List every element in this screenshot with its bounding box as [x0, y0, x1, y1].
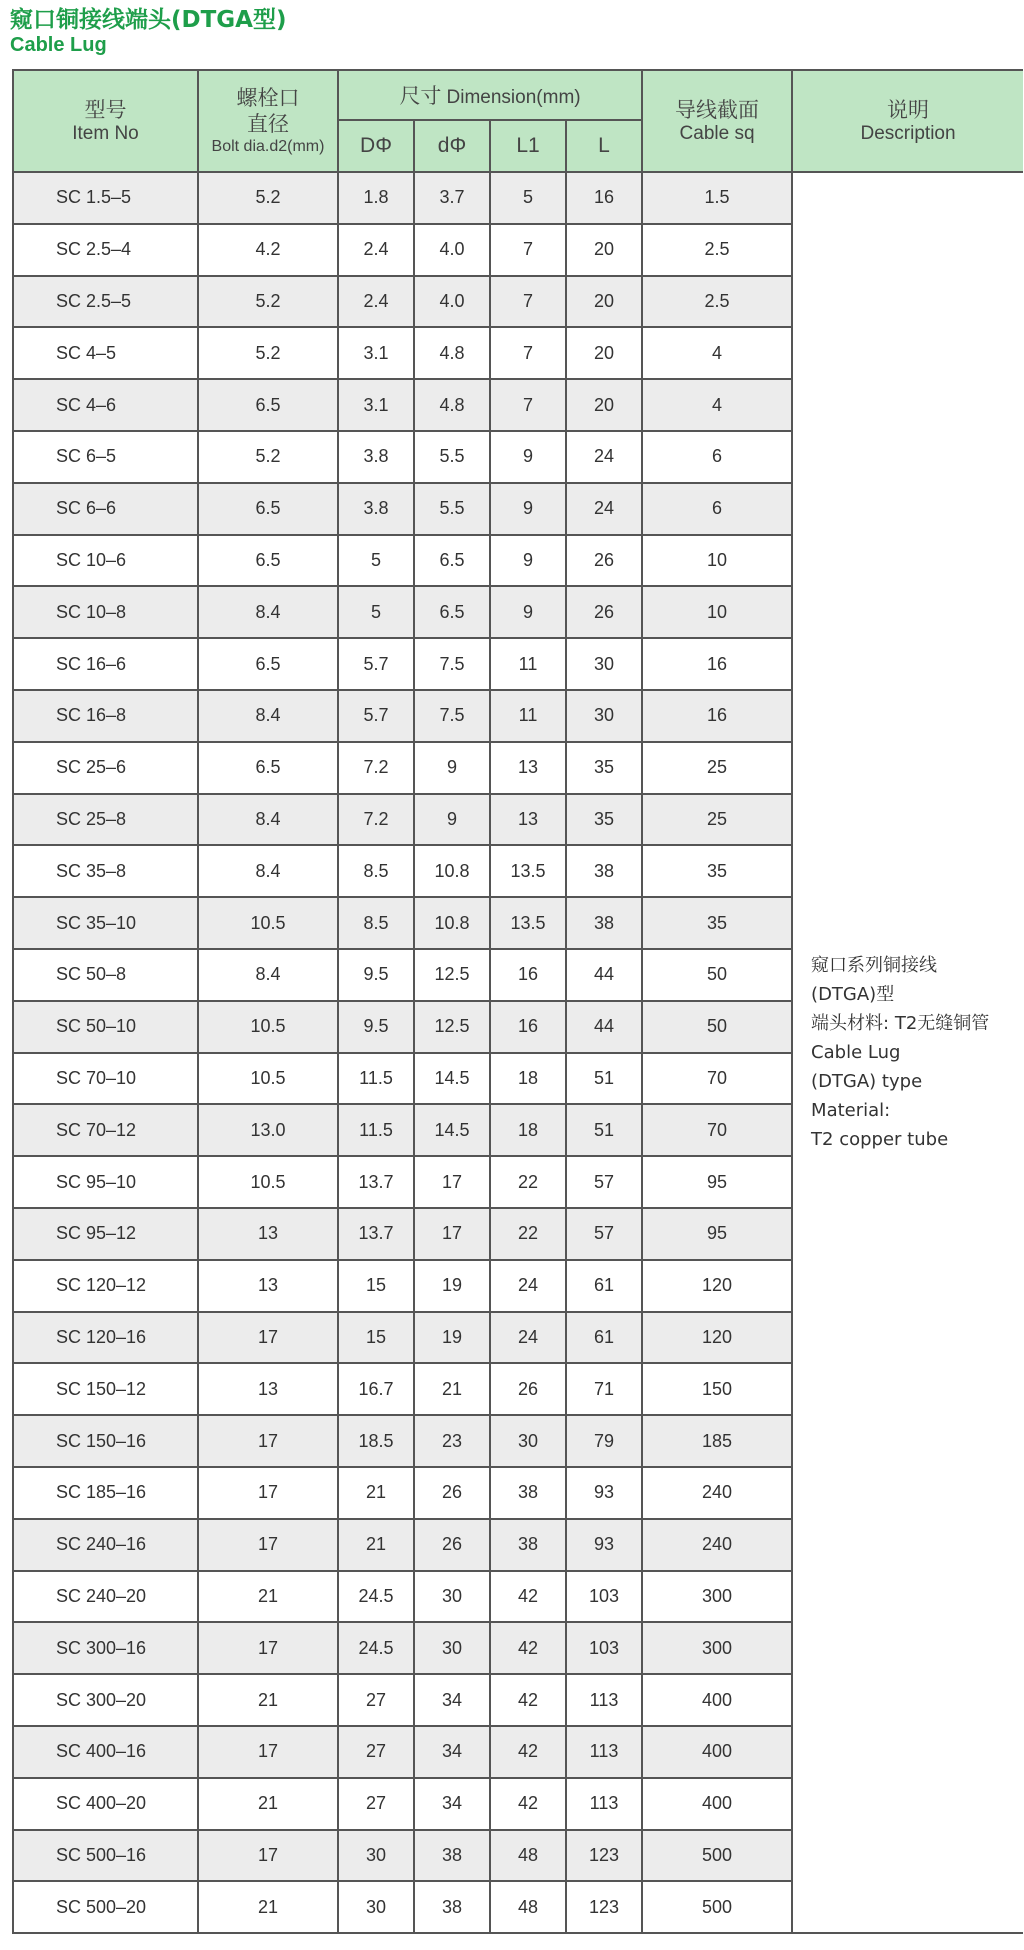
cell-item-no: SC 35–8: [13, 845, 198, 897]
cell-D: 24.5: [338, 1571, 414, 1623]
cell-bolt-dia: 10.5: [198, 1001, 338, 1053]
description-cell: [792, 172, 1023, 1933]
cell-D: 30: [338, 1830, 414, 1882]
cell-D: 5.7: [338, 638, 414, 690]
description-line: (DTGA)型: [811, 984, 895, 1006]
cell-bolt-dia: 10.5: [198, 1053, 338, 1105]
cell-cable-sq: 400: [642, 1778, 792, 1830]
cell-bolt-dia: 6.5: [198, 483, 338, 535]
cell-d: 9: [414, 794, 490, 846]
cell-bolt-dia: 5.2: [198, 276, 338, 328]
cell-item-no: SC 70–10: [13, 1053, 198, 1105]
cell-d: 6.5: [414, 535, 490, 587]
cell-bolt-dia: 17: [198, 1830, 338, 1882]
cell-bolt-dia: 8.4: [198, 794, 338, 846]
cell-D: 7.2: [338, 794, 414, 846]
cell-D: 13.7: [338, 1156, 414, 1208]
cell-item-no: SC 50–10: [13, 1001, 198, 1053]
cell-bolt-dia: 17: [198, 1622, 338, 1674]
cell-cable-sq: 95: [642, 1208, 792, 1260]
cell-D: 2.4: [338, 224, 414, 276]
cell-d: 4.0: [414, 224, 490, 276]
cell-D: 21: [338, 1519, 414, 1571]
cell-item-no: SC 16–8: [13, 690, 198, 742]
cell-cable-sq: 400: [642, 1674, 792, 1726]
cell-L1: 38: [490, 1519, 566, 1571]
cell-L1: 48: [490, 1830, 566, 1882]
cell-bolt-dia: 6.5: [198, 535, 338, 587]
cell-d: 34: [414, 1778, 490, 1830]
header-L: L: [566, 120, 642, 172]
cell-d: 26: [414, 1467, 490, 1519]
cell-L1: 7: [490, 379, 566, 431]
cell-L: 71: [566, 1363, 642, 1415]
cell-cable-sq: 240: [642, 1467, 792, 1519]
cell-bolt-dia: 10.5: [198, 897, 338, 949]
cell-D: 2.4: [338, 276, 414, 328]
cell-d: 17: [414, 1208, 490, 1260]
cell-item-no: SC 50–8: [13, 949, 198, 1001]
cell-d: 38: [414, 1830, 490, 1882]
cell-L: 24: [566, 431, 642, 483]
cell-L1: 13: [490, 742, 566, 794]
cell-D: 9.5: [338, 1001, 414, 1053]
cell-D: 16.7: [338, 1363, 414, 1415]
cell-L: 24: [566, 483, 642, 535]
cell-L1: 11: [490, 690, 566, 742]
cell-d: 14.5: [414, 1053, 490, 1105]
cell-L: 57: [566, 1156, 642, 1208]
cell-item-no: SC 500–16: [13, 1830, 198, 1882]
cell-cable-sq: 35: [642, 897, 792, 949]
cell-cable-sq: 25: [642, 742, 792, 794]
cell-L1: 42: [490, 1571, 566, 1623]
cell-D: 13.7: [338, 1208, 414, 1260]
cell-cable-sq: 1.5: [642, 172, 792, 224]
cell-bolt-dia: 17: [198, 1726, 338, 1778]
cell-D: 11.5: [338, 1104, 414, 1156]
cell-bolt-dia: 21: [198, 1778, 338, 1830]
cell-L: 93: [566, 1467, 642, 1519]
cell-D: 5.7: [338, 690, 414, 742]
cell-D: 30: [338, 1881, 414, 1933]
cell-L: 123: [566, 1881, 642, 1933]
cell-D: 27: [338, 1674, 414, 1726]
cell-L: 113: [566, 1778, 642, 1830]
cell-item-no: SC 35–10: [13, 897, 198, 949]
cell-L: 61: [566, 1260, 642, 1312]
cell-bolt-dia: 13: [198, 1208, 338, 1260]
description-line: (DTGA) type: [811, 1071, 923, 1093]
cell-d: 30: [414, 1622, 490, 1674]
cell-d: 5.5: [414, 483, 490, 535]
cell-item-no: SC 400–20: [13, 1778, 198, 1830]
cell-item-no: SC 4–5: [13, 327, 198, 379]
cell-cable-sq: 150: [642, 1363, 792, 1415]
cell-item-no: SC 2.5–5: [13, 276, 198, 328]
cell-cable-sq: 50: [642, 1001, 792, 1053]
cell-L1: 38: [490, 1467, 566, 1519]
cell-item-no: SC 185–16: [13, 1467, 198, 1519]
header-dimension: 尺寸 Dimension(mm): [338, 70, 642, 120]
cell-cable-sq: 300: [642, 1571, 792, 1623]
cell-item-no: SC 70–12: [13, 1104, 198, 1156]
cell-item-no: SC 300–20: [13, 1674, 198, 1726]
cell-L: 61: [566, 1312, 642, 1364]
cell-d: 10.8: [414, 845, 490, 897]
header-cable-sq: 导线截面 Cable sq: [642, 70, 792, 172]
description-line: 端头材料: T2无缝铜管: [811, 1013, 990, 1035]
cell-L: 35: [566, 742, 642, 794]
cell-D: 18.5: [338, 1415, 414, 1467]
cell-item-no: SC 10–8: [13, 586, 198, 638]
cell-bolt-dia: 17: [198, 1467, 338, 1519]
cell-D: 1.8: [338, 172, 414, 224]
cell-cable-sq: 300: [642, 1622, 792, 1674]
cell-cable-sq: 4: [642, 379, 792, 431]
cell-bolt-dia: 8.4: [198, 845, 338, 897]
cell-item-no: SC 16–6: [13, 638, 198, 690]
cell-bolt-dia: 17: [198, 1519, 338, 1571]
cell-L1: 9: [490, 483, 566, 535]
cell-D: 15: [338, 1312, 414, 1364]
cell-d: 19: [414, 1312, 490, 1364]
cell-L: 30: [566, 690, 642, 742]
cell-L: 38: [566, 897, 642, 949]
description-line: T2 copper tube: [811, 1129, 949, 1151]
cell-D: 15: [338, 1260, 414, 1312]
cell-bolt-dia: 5.2: [198, 172, 338, 224]
cell-L: 26: [566, 586, 642, 638]
cell-L1: 18: [490, 1053, 566, 1105]
cell-bolt-dia: 13: [198, 1363, 338, 1415]
cell-item-no: SC 6–6: [13, 483, 198, 535]
description-line: 窥口系列铜接线: [811, 955, 938, 977]
header-D: DΦ: [338, 120, 414, 172]
cell-L: 113: [566, 1674, 642, 1726]
cell-d: 7.5: [414, 638, 490, 690]
cell-cable-sq: 400: [642, 1726, 792, 1778]
cell-item-no: SC 150–16: [13, 1415, 198, 1467]
cell-L1: 9: [490, 535, 566, 587]
cell-L: 123: [566, 1830, 642, 1882]
cell-cable-sq: 6: [642, 431, 792, 483]
cell-item-no: SC 400–16: [13, 1726, 198, 1778]
cell-L: 79: [566, 1415, 642, 1467]
cell-D: 27: [338, 1726, 414, 1778]
cell-cable-sq: 6: [642, 483, 792, 535]
cell-d: 38: [414, 1881, 490, 1933]
cell-L: 93: [566, 1519, 642, 1571]
cell-item-no: SC 6–5: [13, 431, 198, 483]
cell-L: 103: [566, 1571, 642, 1623]
cell-cable-sq: 70: [642, 1104, 792, 1156]
cell-item-no: SC 150–12: [13, 1363, 198, 1415]
cell-item-no: SC 4–6: [13, 379, 198, 431]
cell-cable-sq: 35: [642, 845, 792, 897]
cell-bolt-dia: 21: [198, 1571, 338, 1623]
cell-L1: 18: [490, 1104, 566, 1156]
cell-item-no: SC 500–20: [13, 1881, 198, 1933]
cell-L: 16: [566, 172, 642, 224]
cell-L1: 13.5: [490, 897, 566, 949]
cell-item-no: SC 300–16: [13, 1622, 198, 1674]
header-d: dΦ: [414, 120, 490, 172]
cell-item-no: SC 240–16: [13, 1519, 198, 1571]
cell-d: 34: [414, 1674, 490, 1726]
cell-L1: 13.5: [490, 845, 566, 897]
cell-cable-sq: 4: [642, 327, 792, 379]
cell-L: 35: [566, 794, 642, 846]
cell-L: 51: [566, 1053, 642, 1105]
table-row: [13, 172, 1023, 224]
cell-cable-sq: 185: [642, 1415, 792, 1467]
header-item-no: 型号 Item No: [13, 70, 198, 172]
header-L1: L1: [490, 120, 566, 172]
description-line: Cable Lug: [811, 1042, 901, 1064]
cell-item-no: SC 95–12: [13, 1208, 198, 1260]
cell-bolt-dia: 13: [198, 1260, 338, 1312]
cell-L: 20: [566, 327, 642, 379]
cell-item-no: SC 25–6: [13, 742, 198, 794]
cell-L1: 7: [490, 327, 566, 379]
spec-table: [12, 69, 1023, 1934]
cell-d: 6.5: [414, 586, 490, 638]
header-description: 说明 Description: [792, 70, 1023, 172]
cell-item-no: SC 120–16: [13, 1312, 198, 1364]
cell-d: 34: [414, 1726, 490, 1778]
cell-bolt-dia: 5.2: [198, 431, 338, 483]
cell-bolt-dia: 6.5: [198, 379, 338, 431]
cell-item-no: SC 25–8: [13, 794, 198, 846]
cell-L1: 24: [490, 1312, 566, 1364]
cell-L1: 42: [490, 1674, 566, 1726]
cell-L1: 42: [490, 1726, 566, 1778]
description-line: Material:: [811, 1100, 891, 1122]
title-block: [10, 6, 286, 56]
cell-d: 14.5: [414, 1104, 490, 1156]
cell-item-no: SC 10–6: [13, 535, 198, 587]
cell-bolt-dia: 8.4: [198, 949, 338, 1001]
cell-bolt-dia: 21: [198, 1881, 338, 1933]
cell-cable-sq: 500: [642, 1881, 792, 1933]
cell-d: 21: [414, 1363, 490, 1415]
cell-L1: 26: [490, 1363, 566, 1415]
cell-cable-sq: 120: [642, 1312, 792, 1364]
cell-item-no: SC 2.5–4: [13, 224, 198, 276]
cell-cable-sq: 50: [642, 949, 792, 1001]
cell-L1: 7: [490, 276, 566, 328]
cell-L: 20: [566, 224, 642, 276]
cell-L1: 42: [490, 1778, 566, 1830]
cell-d: 4.8: [414, 379, 490, 431]
cell-L: 20: [566, 276, 642, 328]
cell-D: 24.5: [338, 1622, 414, 1674]
page-title: 窥口铜接线端头(DTGA型): [10, 7, 287, 33]
cell-bolt-dia: 8.4: [198, 586, 338, 638]
cell-d: 12.5: [414, 949, 490, 1001]
cell-cable-sq: 240: [642, 1519, 792, 1571]
cell-L: 44: [566, 1001, 642, 1053]
cell-L1: 24: [490, 1260, 566, 1312]
page-subtitle: Cable Lug: [10, 34, 107, 56]
cell-d: 23: [414, 1415, 490, 1467]
cell-bolt-dia: 8.4: [198, 690, 338, 742]
cell-L: 30: [566, 638, 642, 690]
cell-L: 57: [566, 1208, 642, 1260]
cell-d: 10.8: [414, 897, 490, 949]
cell-d: 5.5: [414, 431, 490, 483]
cell-L1: 30: [490, 1415, 566, 1467]
cell-bolt-dia: 4.2: [198, 224, 338, 276]
cell-bolt-dia: 17: [198, 1312, 338, 1364]
cell-bolt-dia: 5.2: [198, 327, 338, 379]
cell-cable-sq: 10: [642, 586, 792, 638]
cell-L1: 9: [490, 431, 566, 483]
cell-D: 7.2: [338, 742, 414, 794]
cell-D: 21: [338, 1467, 414, 1519]
cell-L1: 5: [490, 172, 566, 224]
table-body: [13, 172, 1023, 1933]
cell-item-no: SC 120–12: [13, 1260, 198, 1312]
cell-L1: 22: [490, 1156, 566, 1208]
cell-d: 4.8: [414, 327, 490, 379]
cell-cable-sq: 25: [642, 794, 792, 846]
cell-L1: 13: [490, 794, 566, 846]
cell-d: 3.7: [414, 172, 490, 224]
cell-bolt-dia: 13.0: [198, 1104, 338, 1156]
cell-D: 3.8: [338, 483, 414, 535]
cell-cable-sq: 16: [642, 690, 792, 742]
cell-d: 30: [414, 1571, 490, 1623]
cell-cable-sq: 500: [642, 1830, 792, 1882]
cell-L1: 11: [490, 638, 566, 690]
cell-D: 5: [338, 586, 414, 638]
cell-d: 17: [414, 1156, 490, 1208]
cell-L1: 22: [490, 1208, 566, 1260]
cell-d: 19: [414, 1260, 490, 1312]
cell-cable-sq: 120: [642, 1260, 792, 1312]
cell-d: 4.0: [414, 276, 490, 328]
cell-d: 26: [414, 1519, 490, 1571]
cell-D: 27: [338, 1778, 414, 1830]
cell-D: 3.1: [338, 379, 414, 431]
cell-item-no: SC 1.5–5: [13, 172, 198, 224]
cell-item-no: SC 240–20: [13, 1571, 198, 1623]
cell-cable-sq: 95: [642, 1156, 792, 1208]
cell-D: 9.5: [338, 949, 414, 1001]
cell-cable-sq: 2.5: [642, 276, 792, 328]
cell-L1: 42: [490, 1622, 566, 1674]
cell-L1: 16: [490, 949, 566, 1001]
cell-D: 11.5: [338, 1053, 414, 1105]
cell-item-no: SC 95–10: [13, 1156, 198, 1208]
cell-L1: 48: [490, 1881, 566, 1933]
cell-L: 113: [566, 1726, 642, 1778]
cell-L: 38: [566, 845, 642, 897]
cell-D: 3.1: [338, 327, 414, 379]
cell-D: 8.5: [338, 897, 414, 949]
header-bolt-dia: 螺栓口 直径 Bolt dia.d2(mm): [198, 70, 338, 172]
cell-cable-sq: 2.5: [642, 224, 792, 276]
cell-d: 12.5: [414, 1001, 490, 1053]
cell-L: 44: [566, 949, 642, 1001]
cell-L: 26: [566, 535, 642, 587]
cell-L1: 9: [490, 586, 566, 638]
cell-D: 8.5: [338, 845, 414, 897]
cell-L: 103: [566, 1622, 642, 1674]
cell-d: 9: [414, 742, 490, 794]
cell-L: 51: [566, 1104, 642, 1156]
cell-bolt-dia: 6.5: [198, 742, 338, 794]
cell-cable-sq: 70: [642, 1053, 792, 1105]
cell-bolt-dia: 6.5: [198, 638, 338, 690]
cell-bolt-dia: 10.5: [198, 1156, 338, 1208]
cell-D: 5: [338, 535, 414, 587]
cell-bolt-dia: 17: [198, 1415, 338, 1467]
cell-d: 7.5: [414, 690, 490, 742]
cell-cable-sq: 16: [642, 638, 792, 690]
cell-bolt-dia: 21: [198, 1674, 338, 1726]
cell-L: 20: [566, 379, 642, 431]
cell-L1: 7: [490, 224, 566, 276]
cell-D: 3.8: [338, 431, 414, 483]
cell-cable-sq: 10: [642, 535, 792, 587]
cell-L1: 16: [490, 1001, 566, 1053]
